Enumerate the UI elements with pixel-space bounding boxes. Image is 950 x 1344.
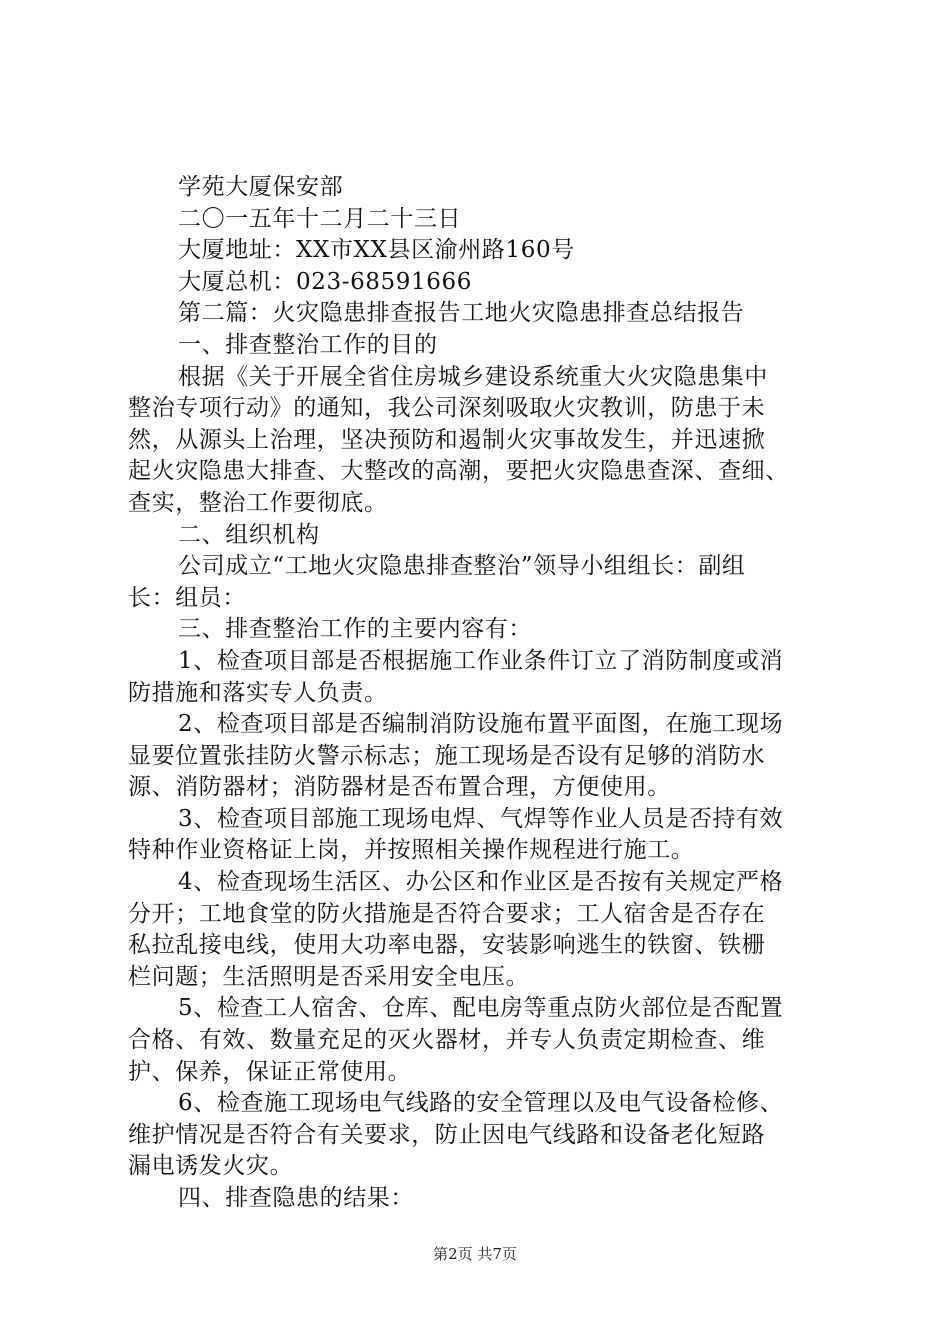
- document-body: [128, 172, 840, 1215]
- page-number-footer: 第2页 共7页: [433, 1245, 517, 1263]
- list-item-line: 私拉乱接电线，使用大功率电器，安装影响逃生的铁窗、铁栅: [128, 932, 766, 959]
- paragraph-line: 起火灾隐患大排查、大整改的高潮，要把火灾隐患查深、查细、: [128, 458, 789, 485]
- section-title: 第二篇：火灾隐患排查报告工地火灾隐患排查总结报告: [178, 300, 745, 327]
- paragraph-line: 公司成立“工地火灾隐患排查整治”领导小组组长：副组: [178, 553, 746, 580]
- heading-contents: 三、排查整治工作的主要内容有：: [178, 616, 532, 643]
- list-item-line: 合格、有效、数量充足的灭火器材，并专人负责定期检查、维: [128, 1027, 766, 1054]
- list-item-line: 2、检查项目部是否编制消防设施布置平面图，在施工现场: [178, 711, 784, 738]
- list-item-line: 6、检查施工现场电气线路的安全管理以及电气设备检修、: [178, 1090, 784, 1117]
- list-item-line: 分开；工地食堂的防火措施是否符合要求；工人宿舍是否存在: [128, 900, 766, 927]
- paragraph-line: 长：组员：: [128, 584, 246, 611]
- list-item-line: 1、检查项目部是否根据施工作业条件订立了消防制度或消: [178, 647, 784, 674]
- list-item-line: 护、保养，保证正常使用。: [128, 1058, 412, 1085]
- list-item-line: 4、检查现场生活区、办公区和作业区是否按有关规定严格: [178, 869, 784, 896]
- list-item-line: 3、检查项目部施工现场电焊、气焊等作业人员是否持有效: [178, 805, 784, 832]
- list-item-line: 特种作业资格证上岗，并按照相关操作规程进行施工。: [128, 837, 695, 864]
- heading-purpose: 一、排查整治工作的目的: [178, 331, 438, 358]
- heading-organization: 二、组织机构: [178, 521, 320, 548]
- list-item-line: 防措施和落实专人负责。: [128, 679, 388, 706]
- list-item-line: 显要位置张挂防火警示标志；施工现场是否设有足够的消防水: [128, 742, 766, 769]
- paragraph-line: 根据《关于开展全省住房城乡建设系统重大火灾隐患集中: [178, 363, 768, 390]
- list-item-line: 栏问题；生活照明是否采用安全电压。: [128, 963, 530, 990]
- building-address: 大厦地址：XX市XX县区渝州路160号: [178, 237, 575, 264]
- paragraph-line: 查实，整治工作要彻底。: [128, 489, 388, 516]
- paragraph-line: 整治专项行动》的通知，我公司深刻吸取火灾教训，防患于未: [128, 395, 766, 422]
- building-phone: 大厦总机：023-68591666: [178, 268, 472, 295]
- signature-date: 二〇一五年十二月二十三日: [178, 205, 462, 232]
- list-item-line: 维护情况是否符合有关要求，防止因电气线路和设备老化短路: [128, 1121, 766, 1148]
- list-item-line: 5、检查工人宿舍、仓库、配电房等重点防火部位是否配置: [178, 995, 784, 1022]
- heading-results: 四、排查隐患的结果：: [178, 1185, 414, 1211]
- list-item-line: 源、消防器材；消防器材是否布置合理，方便使用。: [128, 774, 671, 801]
- signature-org: 学苑大厦保安部: [178, 174, 344, 200]
- list-item-line: 漏电诱发火灾。: [128, 1153, 294, 1180]
- paragraph-line: 然，从源头上治理，坚决预防和遏制火灾事故发生，并迅速掀: [128, 426, 766, 453]
